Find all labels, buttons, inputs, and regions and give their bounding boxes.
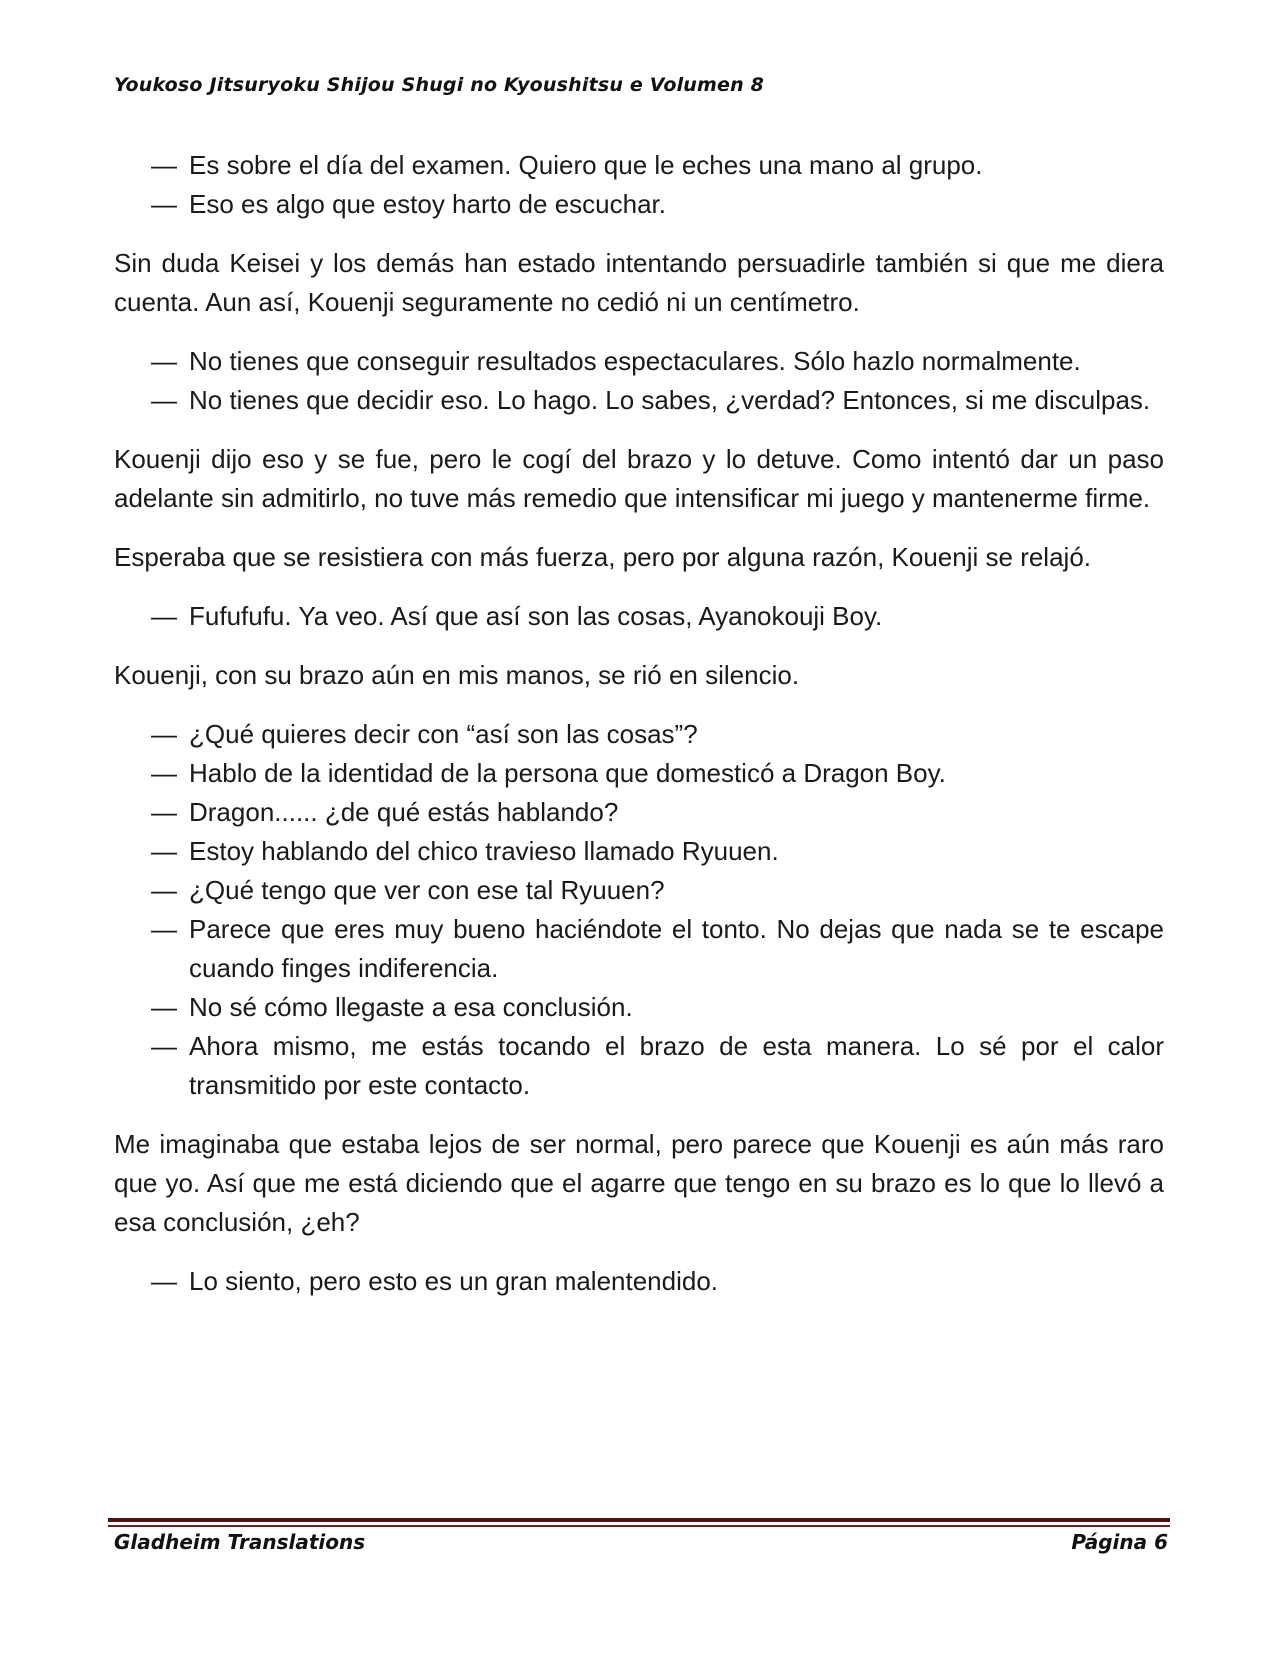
dialogue-text: Fufufufu. Ya veo. Así que así son las cosas, Ayanokouji Boy. (189, 601, 883, 631)
em-dash: — (151, 992, 177, 1022)
dialogue-line (114, 715, 1164, 754)
footer-rule (108, 1518, 1170, 1522)
em-dash: — (151, 346, 177, 376)
page-body (114, 146, 1164, 1321)
dialogue-block-4 (114, 715, 1164, 1105)
em-dash: — (151, 758, 177, 788)
dialogue-text: No tienes que conseguir resultados espectaculares. Sólo hazlo normalmente. (189, 346, 1081, 376)
em-dash: — (151, 1266, 177, 1296)
dialogue-line (114, 1027, 1164, 1105)
dialogue-block-5 (114, 1262, 1164, 1301)
dialogue-line (114, 832, 1164, 871)
dialogue-line (114, 342, 1164, 381)
dialogue-line (114, 793, 1164, 832)
em-dash: — (151, 797, 177, 827)
em-dash: — (151, 601, 177, 631)
em-dash: — (151, 189, 177, 219)
dialogue-text: ¿Qué quieres decir con “así son las cosas”? (189, 719, 698, 749)
dialogue-line (114, 146, 1164, 185)
em-dash: — (151, 719, 177, 749)
dialogue-text: Es sobre el día del examen. Quiero que le eches una mano al grupo. (189, 150, 983, 180)
paragraph: Sin duda Keisei y los demás han estado intentando persuadirle también si que me diera cuenta. Aun así, Kouenji seguramente no cedió ni un centímetro. (114, 248, 1164, 317)
page-number: Página 6 (1071, 1530, 1168, 1554)
dialogue-text: No sé cómo llegaste a esa conclusión. (189, 992, 633, 1022)
dialogue-text: Lo siento, pero esto es un gran malentendido. (189, 1266, 719, 1296)
dialogue-text: Hablo de la identidad de la persona que domesticó a Dragon Boy. (189, 758, 946, 788)
paragraph: Esperaba que se resistiera con más fuerza, pero por alguna razón, Kouenji se relajó. (114, 542, 1092, 572)
paragraph: Kouenji, con su brazo aún en mis manos, se rió en silencio. (114, 660, 800, 690)
dialogue-line (114, 381, 1164, 420)
dialogue-line (114, 597, 1164, 636)
paragraph: Kouenji dijo eso y se fue, pero le cogí del brazo y lo detuve. Como intentó dar un paso adelante sin admitirlo, no tuve más remedio que intensificar mi juego y mantenerme firme. (114, 444, 1164, 513)
em-dash: — (151, 150, 177, 180)
dialogue-block-3 (114, 597, 1164, 636)
dialogue-text: Dragon...... ¿de qué estás hablando? (189, 797, 619, 827)
dialogue-block-2 (114, 342, 1164, 420)
em-dash: — (151, 875, 177, 905)
dialogue-line (114, 185, 1164, 224)
em-dash: — (151, 385, 177, 415)
footer-publisher: Gladheim Translations (114, 1530, 366, 1554)
dialogue-text: No tienes que decidir eso. Lo hago. Lo sabes, ¿verdad? Entonces, si me disculpas. (189, 385, 1151, 415)
dialogue-line (114, 988, 1164, 1027)
dialogue-text: Estoy hablando del chico travieso llamado Ryuuen. (189, 836, 779, 866)
dialogue-line (114, 1262, 1164, 1301)
em-dash: — (151, 836, 177, 866)
dialogue-text: Ahora mismo, me estás tocando el brazo de esta manera. Lo sé por el calor transmitido por este contacto. (189, 1031, 1164, 1100)
running-header: Youkoso Jitsuryoku Shijou Shugi no Kyoushitsu e Volumen 8 (114, 74, 765, 96)
em-dash: — (151, 1031, 177, 1061)
dialogue-block-1 (114, 146, 1164, 224)
dialogue-text: ¿Qué tengo que ver con ese tal Ryuuen? (189, 875, 665, 905)
dialogue-text: Parece que eres muy bueno haciéndote el tonto. No dejas que nada se te escape cuando finges indiferencia. (189, 914, 1164, 983)
paragraph: Me imaginaba que estaba lejos de ser normal, pero parece que Kouenji es aún más raro que yo. Así que me está diciendo que el agarre que tengo en su brazo es lo que lo llevó a esa conclusión, ¿eh? (114, 1129, 1164, 1237)
footer-rule-secondary (108, 1525, 1170, 1527)
dialogue-line (114, 871, 1164, 910)
dialogue-line (114, 754, 1164, 793)
em-dash: — (151, 914, 177, 944)
dialogue-text: Eso es algo que estoy harto de escuchar. (189, 189, 666, 219)
dialogue-line (114, 910, 1164, 988)
